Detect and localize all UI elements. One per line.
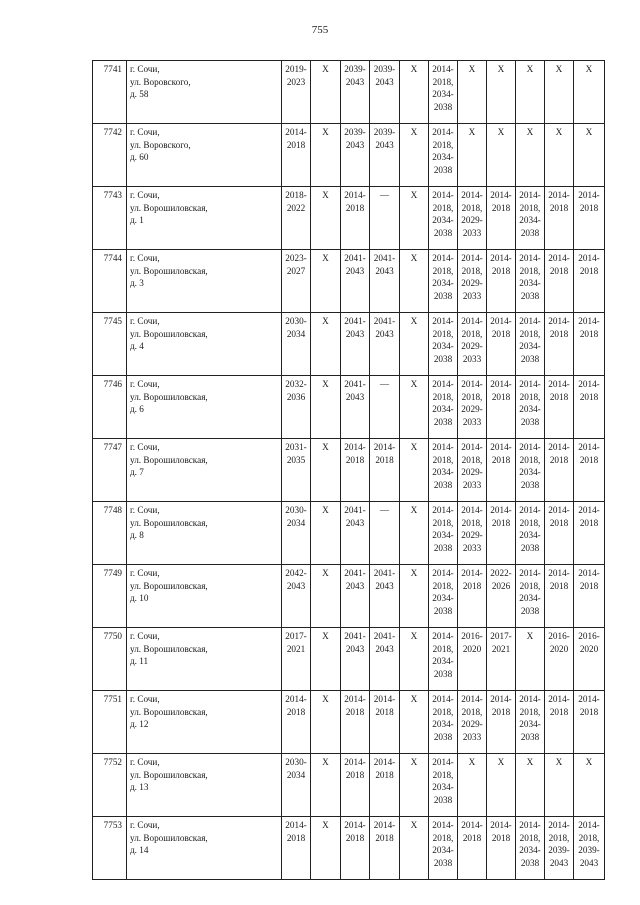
address-cell	[127, 439, 282, 502]
period-cell: 2023- 2027	[282, 250, 311, 313]
period-cell: 2014- 2018	[545, 691, 574, 754]
address-line: г. Сочи,	[130, 757, 160, 767]
address-cell	[127, 628, 282, 691]
address-line: д. 60	[130, 152, 149, 162]
period-cell: 2041- 2043	[341, 376, 370, 439]
period-cell: 2014- 2018	[574, 439, 605, 502]
period-cell: X	[400, 376, 429, 439]
period-cell: 2014- 2018, 2034- 2038	[516, 817, 545, 880]
period-cell: 2014- 2018	[574, 502, 605, 565]
address-cell	[127, 376, 282, 439]
period-cell: 2014- 2018	[545, 439, 574, 502]
period-cell: 2032- 2036	[282, 376, 311, 439]
period-cell: X	[311, 754, 341, 817]
period-cell: 2014- 2018, 2034- 2038	[429, 817, 458, 880]
period-cell: 2014- 2018	[282, 691, 311, 754]
address-line: ул. Ворошиловская,	[130, 265, 208, 276]
period-cell: X	[311, 628, 341, 691]
table-row	[93, 313, 605, 376]
period-cell: 2030- 2034	[282, 754, 311, 817]
period-cell: 2014- 2018, 2034- 2038	[429, 250, 458, 313]
row-number: 7750	[93, 628, 127, 691]
address-line: д. 11	[130, 656, 149, 666]
address-line: г. Сочи,	[130, 316, 160, 326]
row-number: 7751	[93, 691, 127, 754]
address-line: ул. Ворошиловская,	[130, 832, 208, 843]
period-cell: X	[545, 754, 574, 817]
period-cell: 2014- 2018	[545, 313, 574, 376]
address-line: ул. Ворошиловская,	[130, 391, 208, 402]
period-cell: 2014- 2018, 2029- 2033	[458, 250, 487, 313]
period-cell: 2014- 2018, 2034- 2038	[429, 565, 458, 628]
period-cell: X	[311, 376, 341, 439]
period-cell: X	[400, 628, 429, 691]
period-cell: X	[311, 187, 341, 250]
period-cell: X	[400, 565, 429, 628]
period-cell: X	[311, 124, 341, 187]
period-cell: 2014- 2018, 2034- 2038	[429, 313, 458, 376]
period-cell: 2041- 2043	[341, 250, 370, 313]
period-cell: 2014- 2018, 2034- 2038	[429, 754, 458, 817]
address-line: ул. Ворошиловская,	[130, 517, 208, 528]
period-cell: X	[458, 61, 487, 124]
period-cell: 2014- 2018, 2029- 2033	[458, 439, 487, 502]
table-row	[93, 250, 605, 313]
period-cell: 2014- 2018	[341, 817, 370, 880]
period-cell: 2014- 2018	[370, 691, 400, 754]
period-cell: 2014- 2018	[487, 313, 516, 376]
period-cell: 2018- 2022	[282, 187, 311, 250]
period-cell: 2014- 2018	[487, 439, 516, 502]
period-cell: 2014- 2018, 2034- 2038	[429, 376, 458, 439]
period-cell: 2014- 2018, 2029- 2033	[458, 313, 487, 376]
row-number: 7747	[93, 439, 127, 502]
period-cell: 2014- 2018	[341, 691, 370, 754]
period-cell: 2017- 2021	[487, 628, 516, 691]
address-cell	[127, 124, 282, 187]
address-line: ул. Ворошиловская,	[130, 769, 208, 780]
period-cell: 2014- 2018	[545, 502, 574, 565]
period-cell: 2014- 2018	[545, 565, 574, 628]
table-body	[93, 61, 605, 880]
period-cell: X	[311, 439, 341, 502]
table-row	[93, 565, 605, 628]
period-cell: 2014- 2018	[370, 439, 400, 502]
period-cell: 2041- 2043	[370, 313, 400, 376]
period-cell: 2014- 2018, 2034- 2038	[429, 502, 458, 565]
period-cell: X	[487, 61, 516, 124]
period-cell: X	[400, 124, 429, 187]
row-number: 7749	[93, 565, 127, 628]
row-number: 7744	[93, 250, 127, 313]
table-row	[93, 61, 605, 124]
period-cell: 2014- 2018, 2034- 2038	[429, 691, 458, 754]
period-cell: 2014- 2018	[487, 502, 516, 565]
period-cell: 2030- 2034	[282, 313, 311, 376]
period-cell: 2014- 2018	[487, 817, 516, 880]
address-line: г. Сочи,	[130, 253, 160, 263]
period-cell: 2014- 2018, 2029- 2033	[458, 376, 487, 439]
period-cell: 2014- 2018	[487, 691, 516, 754]
period-cell: X	[400, 439, 429, 502]
period-cell: X	[311, 250, 341, 313]
period-cell: 2014- 2018	[574, 565, 605, 628]
period-cell: 2016- 2020	[458, 628, 487, 691]
address-line: д. 58	[130, 89, 149, 99]
table-row	[93, 691, 605, 754]
address-line: г. Сочи,	[130, 190, 160, 200]
period-cell: X	[458, 124, 487, 187]
period-cell: X	[400, 817, 429, 880]
period-cell: 2014- 2018	[574, 250, 605, 313]
period-cell: 2014- 2018, 2034- 2038	[516, 691, 545, 754]
period-cell: 2014- 2018, 2034- 2038	[429, 439, 458, 502]
address-line: ул. Ворошиловская,	[130, 202, 208, 213]
address-cell	[127, 187, 282, 250]
row-number: 7748	[93, 502, 127, 565]
address-line: ул. Ворошиловская,	[130, 643, 208, 654]
address-line: г. Сочи,	[130, 64, 160, 74]
period-cell: 2014- 2018, 2034- 2038	[429, 628, 458, 691]
period-cell: 2014- 2018, 2029- 2033	[458, 502, 487, 565]
table-row	[93, 187, 605, 250]
period-cell: X	[516, 124, 545, 187]
period-cell: 2041- 2043	[341, 565, 370, 628]
address-line: г. Сочи,	[130, 127, 160, 137]
period-cell: 2014- 2018, 2029- 2033	[458, 691, 487, 754]
period-cell: 2014- 2018, 2029- 2033	[458, 187, 487, 250]
table-row	[93, 376, 605, 439]
address-line: ул. Ворошиловская,	[130, 580, 208, 591]
period-cell: —	[370, 376, 400, 439]
period-cell: X	[400, 187, 429, 250]
address-line: г. Сочи,	[130, 631, 160, 641]
period-cell: 2014- 2018	[370, 754, 400, 817]
address-line: д. 3	[130, 278, 144, 288]
address-cell	[127, 565, 282, 628]
period-cell: X	[487, 124, 516, 187]
period-cell: X	[311, 691, 341, 754]
period-cell: 2014- 2018, 2034- 2038	[516, 439, 545, 502]
period-cell: 2041- 2043	[370, 565, 400, 628]
period-cell: X	[311, 817, 341, 880]
period-cell: 2014- 2018	[282, 124, 311, 187]
row-number: 7742	[93, 124, 127, 187]
period-cell: X	[516, 754, 545, 817]
address-line: г. Сочи,	[130, 568, 160, 578]
period-cell: 2014- 2018	[545, 187, 574, 250]
row-number: 7746	[93, 376, 127, 439]
period-cell: 2014- 2018, 2034- 2038	[516, 313, 545, 376]
period-cell: 2014- 2018, 2034- 2038	[516, 376, 545, 439]
period-cell: 2039- 2043	[341, 124, 370, 187]
period-cell: —	[370, 502, 400, 565]
address-line: г. Сочи,	[130, 820, 160, 830]
period-cell: 2016- 2020	[574, 628, 605, 691]
period-cell: X	[400, 61, 429, 124]
period-cell: 2039- 2043	[370, 124, 400, 187]
address-cell	[127, 61, 282, 124]
period-cell: 2014- 2018	[574, 691, 605, 754]
period-cell: 2014- 2018	[487, 187, 516, 250]
period-cell: X	[574, 754, 605, 817]
period-cell: 2014- 2018	[341, 187, 370, 250]
period-cell: 2014- 2018	[458, 817, 487, 880]
period-cell: 2014- 2018	[282, 817, 311, 880]
row-number: 7743	[93, 187, 127, 250]
period-cell: 2014- 2018	[574, 187, 605, 250]
period-cell: 2031- 2035	[282, 439, 311, 502]
period-cell: X	[311, 565, 341, 628]
address-line: д. 10	[130, 593, 149, 603]
address-cell	[127, 754, 282, 817]
table-row	[93, 628, 605, 691]
period-cell: 2041- 2043	[341, 628, 370, 691]
address-cell	[127, 502, 282, 565]
table-row	[93, 502, 605, 565]
row-number: 7741	[93, 61, 127, 124]
period-cell: X	[545, 61, 574, 124]
period-cell: X	[516, 61, 545, 124]
address-line: ул. Ворошиловская,	[130, 328, 208, 339]
address-cell	[127, 250, 282, 313]
address-line: ул. Ворошиловская,	[130, 454, 208, 465]
table-row	[93, 817, 605, 880]
address-line: д. 8	[130, 530, 144, 540]
table-row	[93, 124, 605, 187]
period-cell: X	[311, 502, 341, 565]
period-cell: 2022- 2026	[487, 565, 516, 628]
address-cell	[127, 313, 282, 376]
address-line: ул. Ворошиловская,	[130, 706, 208, 717]
period-cell: 2014- 2018, 2034- 2038	[516, 565, 545, 628]
address-line: д. 6	[130, 404, 144, 414]
period-cell: 2014- 2018	[574, 313, 605, 376]
period-cell: 2016- 2020	[545, 628, 574, 691]
period-cell: X	[458, 754, 487, 817]
address-line: д. 13	[130, 782, 149, 792]
period-cell: 2041- 2043	[341, 313, 370, 376]
period-cell: 2017- 2021	[282, 628, 311, 691]
row-number: 7753	[93, 817, 127, 880]
period-cell: 2014- 2018, 2034- 2038	[429, 124, 458, 187]
period-cell: 2039- 2043	[370, 61, 400, 124]
period-cell: 2014- 2018	[545, 250, 574, 313]
page-number: 755	[311, 24, 329, 36]
address-line: д. 1	[130, 215, 144, 225]
period-cell: X	[574, 61, 605, 124]
address-line: д. 4	[130, 341, 144, 351]
period-cell: X	[400, 250, 429, 313]
period-cell: 2014- 2018	[370, 817, 400, 880]
address-cell	[127, 817, 282, 880]
address-line: г. Сочи,	[130, 442, 160, 452]
period-cell: 2014- 2018	[487, 376, 516, 439]
period-cell: X	[545, 124, 574, 187]
address-line: ул. Воровского,	[130, 139, 191, 150]
period-cell: X	[400, 502, 429, 565]
period-cell: 2014- 2018	[341, 754, 370, 817]
period-cell: 2041- 2043	[370, 628, 400, 691]
period-cell: X	[516, 628, 545, 691]
period-cell: 2014- 2018	[341, 439, 370, 502]
period-cell: 2041- 2043	[341, 502, 370, 565]
address-line: г. Сочи,	[130, 694, 160, 704]
period-cell: 2019- 2023	[282, 61, 311, 124]
address-line: д. 12	[130, 719, 149, 729]
schedule-table	[92, 60, 605, 880]
period-cell: 2014- 2018	[487, 250, 516, 313]
address-line: г. Сочи,	[130, 505, 160, 515]
row-number: 7745	[93, 313, 127, 376]
period-cell: 2014- 2018	[574, 376, 605, 439]
period-cell: 2014- 2018, 2034- 2038	[516, 250, 545, 313]
table-row	[93, 754, 605, 817]
period-cell: X	[400, 754, 429, 817]
period-cell: 2014- 2018, 2034- 2038	[516, 187, 545, 250]
period-cell: X	[311, 61, 341, 124]
row-number: 7752	[93, 754, 127, 817]
period-cell: —	[370, 187, 400, 250]
period-cell: 2039- 2043	[341, 61, 370, 124]
period-cell: 2042- 2043	[282, 565, 311, 628]
table-row	[93, 439, 605, 502]
address-line: ул. Воровского,	[130, 76, 191, 87]
period-cell: 2014- 2018, 2039- 2043	[574, 817, 605, 880]
period-cell: 2014- 2018, 2034- 2038	[429, 61, 458, 124]
period-cell: 2014- 2018, 2039- 2043	[545, 817, 574, 880]
address-line: г. Сочи,	[130, 379, 160, 389]
period-cell: 2041- 2043	[370, 250, 400, 313]
period-cell: 2030- 2034	[282, 502, 311, 565]
period-cell: X	[400, 691, 429, 754]
address-line: д. 7	[130, 467, 144, 477]
period-cell: X	[311, 313, 341, 376]
address-line: д. 14	[130, 845, 149, 855]
period-cell: X	[487, 754, 516, 817]
period-cell: 2014- 2018	[545, 376, 574, 439]
period-cell: 2014- 2018, 2034- 2038	[516, 502, 545, 565]
address-cell	[127, 691, 282, 754]
period-cell: X	[400, 313, 429, 376]
period-cell: X	[574, 124, 605, 187]
period-cell: 2014- 2018	[458, 565, 487, 628]
period-cell: 2014- 2018, 2034- 2038	[429, 187, 458, 250]
